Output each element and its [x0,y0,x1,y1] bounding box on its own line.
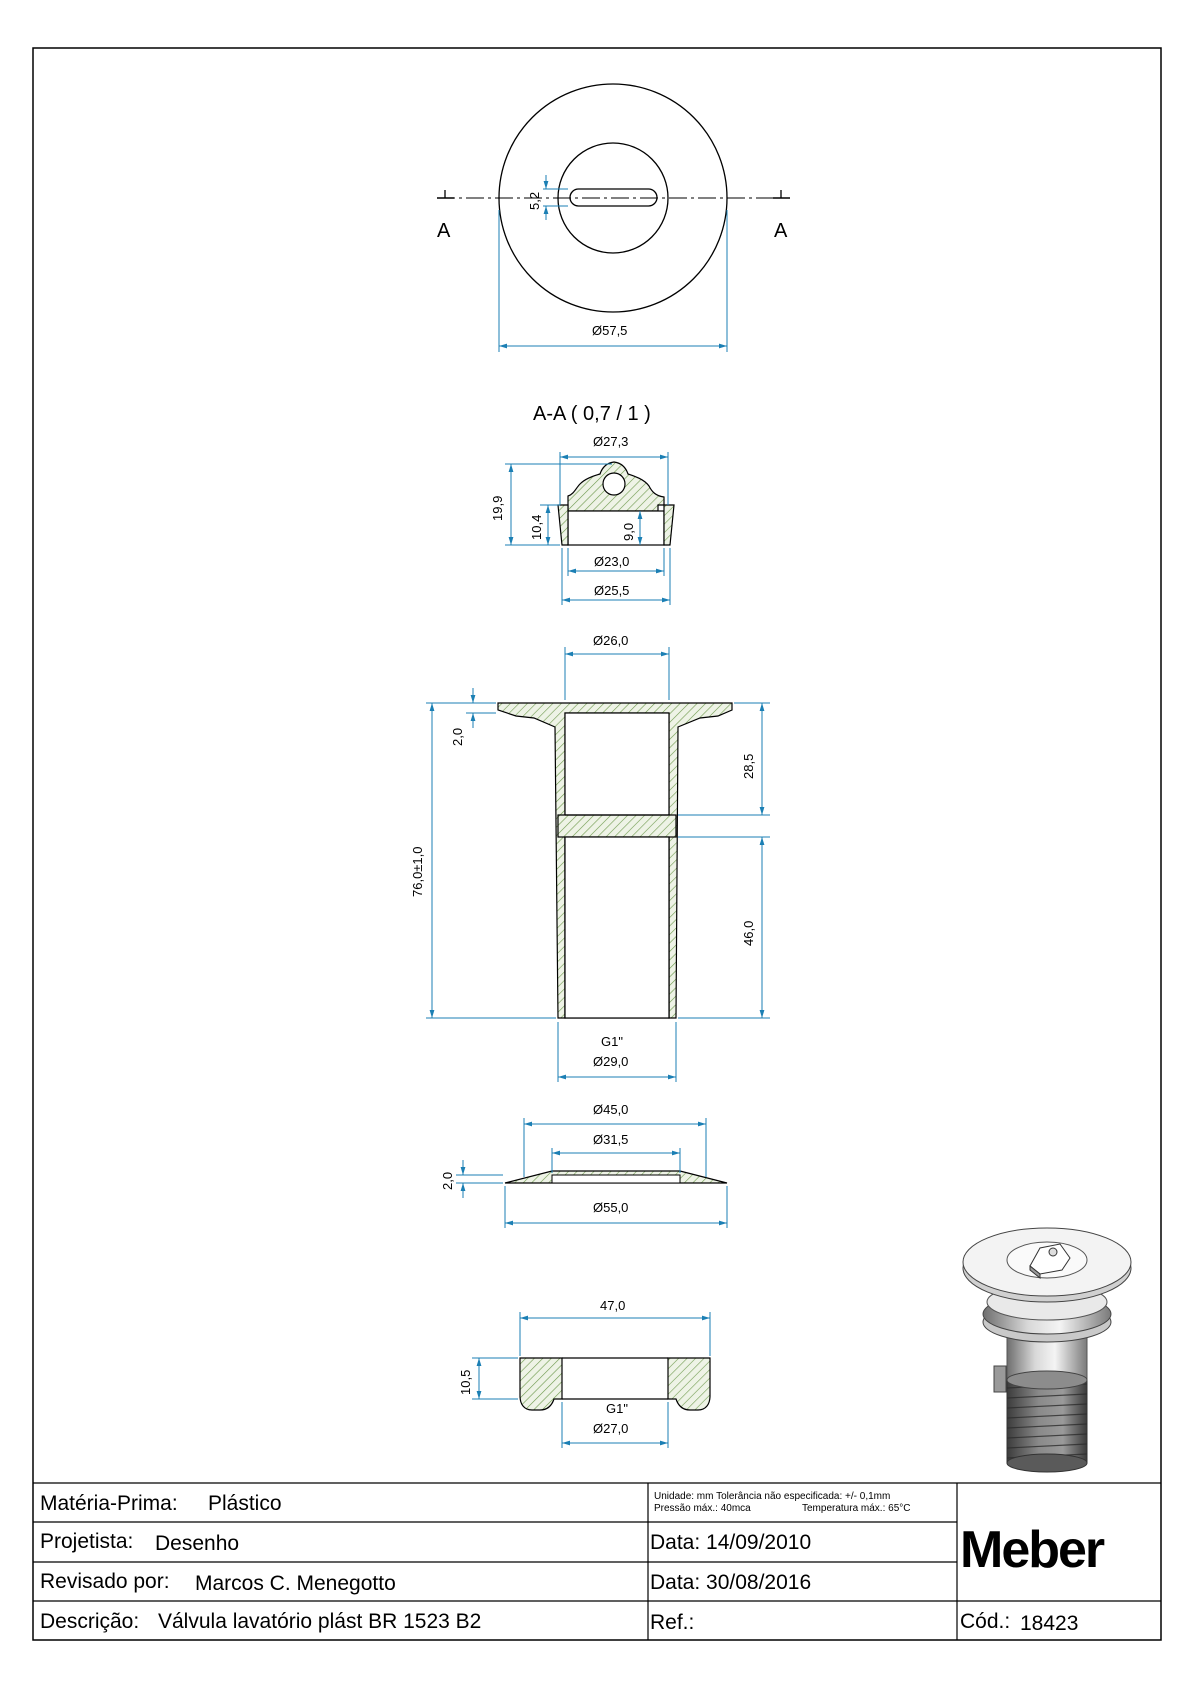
notes-line-2b: Temperatura máx.: 65°C [802,1503,911,1514]
dim-washer-inner: Ø31,5 [593,1132,629,1147]
date-created: Data: 14/09/2010 [650,1531,812,1554]
dim-nut-inner: Ø27,0 [593,1421,629,1436]
dim-slot-width: 5,2 [527,191,542,210]
top-view [437,84,790,352]
dim-cap-top: Ø27,3 [593,434,629,449]
dim-cap-inner: Ø23,0 [594,554,630,569]
dim-washer-outer: Ø55,0 [593,1200,629,1215]
dim-top-outer: Ø57,5 [592,323,628,338]
body-section [410,633,770,1082]
product-render [963,1228,1131,1472]
notes-line-2a: Pressão máx.: 40mca [654,1503,751,1514]
dim-nut-height: 10,5 [458,1369,473,1395]
dim-body-upper: 28,5 [741,753,756,779]
dim-cap-depth: 9,0 [621,522,636,541]
dim-body-top: Ø26,0 [593,633,629,648]
reviewer-value: Marcos C. Menegotto [195,1572,396,1595]
material-value: Plástico [208,1492,282,1515]
dim-washer-mid: Ø45,0 [593,1102,629,1117]
dim-body-bottom: Ø29,0 [593,1054,629,1069]
brand-logo: Meber [960,1521,1104,1579]
dim-body-flange: 2,0 [450,727,465,746]
dim-nut-width: 47,0 [600,1298,626,1313]
designer-label: Projetista: [40,1530,134,1553]
notes-line-1: Unidade: mm Tolerância não especificada: +/- 0,1mm [654,1491,891,1502]
nut-section [458,1298,710,1448]
dim-body-lower: 46,0 [741,920,756,946]
date-revised: Data: 30/08/2016 [650,1571,812,1594]
nut-thread: G1" [606,1401,628,1416]
designer-value: Desenho [155,1532,240,1555]
section-marker-right: A [774,220,788,242]
ref-label: Ref.: [650,1611,695,1634]
dim-washer-thickness: 2,0 [440,1171,455,1190]
washer-section [440,1102,727,1228]
cap-section [490,434,674,605]
dim-cap-height-inner: 10,4 [529,514,544,540]
reviewer-label: Revisado por: [40,1570,170,1593]
body-thread: G1" [601,1034,623,1049]
dim-body-length: 76,0±1,0 [410,846,425,897]
description-value: Válvula lavatório plást BR 1523 B2 [158,1610,482,1633]
section-title: A-A ( 0,7 / 1 ) [533,403,651,425]
dim-cap-height-total: 19,9 [490,495,505,521]
code-label: Cód.: [960,1610,1011,1633]
material-label: Matéria-Prima: [40,1492,178,1515]
description-label: Descrição: [40,1610,140,1633]
dim-cap-outer: Ø25,5 [594,583,630,598]
section-marker-left: A [437,220,451,242]
code-value: 18423 [1020,1612,1079,1635]
